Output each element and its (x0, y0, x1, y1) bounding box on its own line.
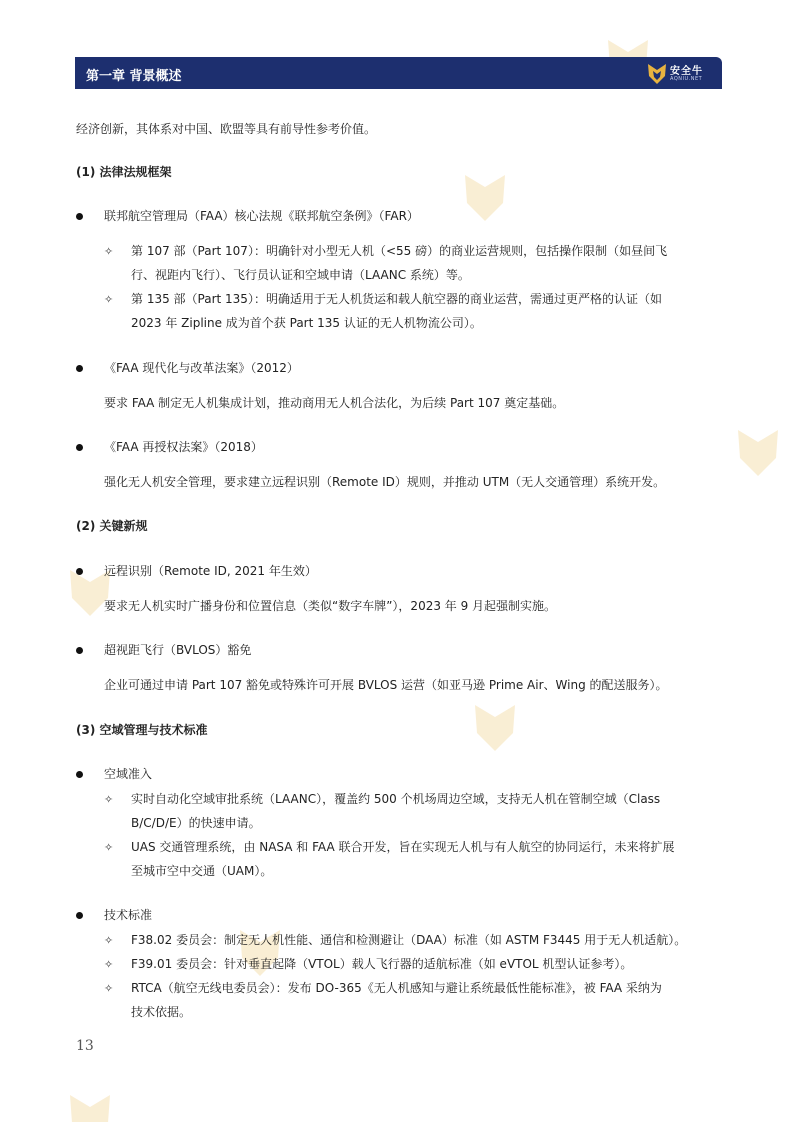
sub-item-line: 第 107 部（Part 107）：明确针对小型无人机（<55 磅）的商业运营规则，包括操作限制（如昼间飞 (131, 244, 668, 258)
bullet-title: 《FAA 现代化与改革法案》（2012） (104, 361, 299, 375)
watermark-logo-icon (455, 165, 515, 225)
bullet-title: 远程识别（Remote ID, 2021 年生效） (104, 564, 317, 578)
diamond-bullet-icon: ✧ (104, 293, 114, 306)
sub-item-line: RTCA（航空无线电委员会）：发布 DO-365《无人机感知与避让系统最低性能标准》，被 FAA 采纳为 (131, 981, 662, 995)
bull-logo-icon (646, 61, 668, 85)
watermark-logo-icon (728, 420, 788, 480)
diamond-bullet-icon: ✧ (104, 934, 114, 947)
watermark-logo-icon (465, 695, 525, 755)
bullet-icon (76, 213, 83, 220)
diamond-bullet-icon: ✧ (104, 982, 114, 995)
sub-item-line: F38.02 委员会：制定无人机性能、通信和检测避让（DAA）标准（如 ASTM F3445 用于无人机适航）。 (131, 933, 687, 947)
chapter-header (75, 57, 722, 89)
intro-paragraph: 经济创新，其体系对中国、欧盟等具有前导性参考价值。 (76, 122, 377, 136)
bullet-title: 《FAA 再授权法案》（2018） (104, 440, 263, 454)
bullet-title: 超视距飞行（BVLOS）豁免 (104, 643, 252, 657)
bullet-title: 技术标准 (104, 908, 153, 922)
diamond-bullet-icon: ✧ (104, 958, 114, 971)
bullet-icon (76, 647, 83, 654)
logo-name: 安全牛 (670, 66, 703, 77)
chapter-title: 第一章 背景概述 (86, 69, 182, 84)
bullet-icon (76, 771, 83, 778)
sub-item-line: 行、视距内飞行）、飞行员认证和空域申请（LAANC 系统）等。 (131, 268, 470, 282)
bullet-title: 联邦航空管理局（FAA）核心法规《联邦航空条例》（FAR） (104, 209, 419, 223)
sub-item-line: 技术依据。 (131, 1005, 192, 1019)
bullet-description: 要求 FAA 制定无人机集成计划，推动商用无人机合法化，为后续 Part 107 奠定基础。 (104, 396, 565, 410)
diamond-bullet-icon: ✧ (104, 245, 114, 258)
watermark-logo-icon (60, 1085, 120, 1122)
sub-item-line: 2023 年 Zipline 成为首个获 Part 135 认证的无人机物流公司）。 (131, 316, 482, 330)
sub-item-line: 第 135 部（Part 135）：明确适用于无人机货运和载人航空器的商业运营，需通过更严格的认证（如 (131, 292, 662, 306)
page-number: 13 (76, 1038, 94, 1054)
bullet-title: 空域准入 (104, 767, 153, 781)
sub-item-line: 实时自动化空域审批系统（LAANC），覆盖约 500 个机场周边空域，支持无人机在管制空域（Class (131, 792, 661, 806)
section-heading: (3) 空域管理与技术标准 (76, 723, 208, 737)
brand-logo (646, 60, 708, 86)
bullet-description: 企业可通过申请 Part 107 豁免或特殊许可开展 BVLOS 运营（如亚马逊 Prime Air、Wing 的配送服务）。 (104, 678, 668, 692)
bullet-icon (76, 365, 83, 372)
bullet-icon (76, 444, 83, 451)
section-heading: (1) 法律法规框架 (76, 165, 172, 179)
diamond-bullet-icon: ✧ (104, 793, 114, 806)
bullet-icon (76, 568, 83, 575)
sub-item-line: UAS 交通管理系统，由 NASA 和 FAA 联合开发，旨在实现无人机与有人航空的协同运行，未来将扩展 (131, 840, 675, 854)
logo-subtitle: AQNIU.NET (670, 76, 703, 82)
bullet-icon (76, 912, 83, 919)
sub-item-line: F39.01 委员会：针对垂直起降（VTOL）载人飞行器的适航标准（如 eVTOL 机型认证参考）。 (131, 957, 633, 971)
sub-item-line: 至城市空中交通（UAM）。 (131, 864, 273, 878)
section-heading: (2) 关键新规 (76, 519, 148, 533)
sub-item-line: B/C/D/E）的快速申请。 (131, 816, 261, 830)
bullet-description: 强化无人机安全管理，要求建立远程识别（Remote ID）规则，并推动 UTM（无人交通管理）系统开发。 (104, 475, 666, 489)
bullet-description: 要求无人机实时广播身份和位置信息（类似“数字车牌”），2023 年 9 月起强制实施。 (104, 599, 557, 613)
diamond-bullet-icon: ✧ (104, 841, 114, 854)
